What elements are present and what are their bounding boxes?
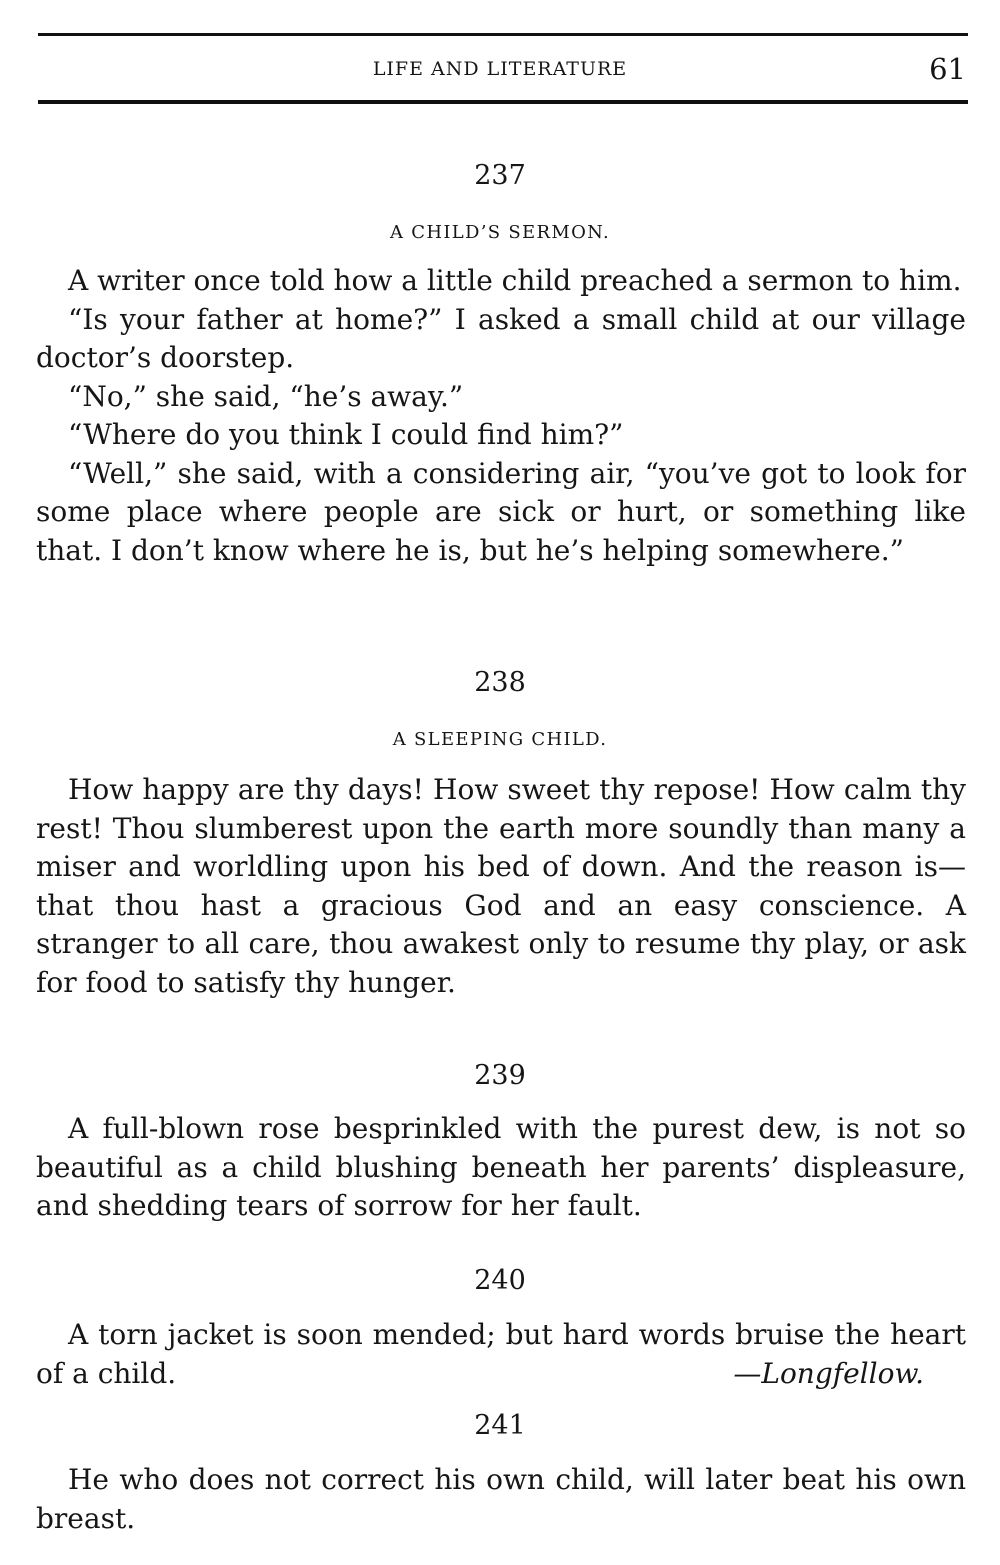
entry-number: 239: [474, 1060, 526, 1091]
paragraph: “Is your father at home?” I asked a small child at our village doctor’s doorstep.: [36, 302, 966, 374]
paragraph: He who does not correct his own child, will later beat his own breast.: [36, 1463, 966, 1535]
paragraph: [36, 1316, 966, 1393]
page-number: 61: [929, 52, 966, 86]
entry-number: 238: [474, 667, 526, 698]
paragraph: A writer once told how a little child preached a sermon to him.: [68, 264, 962, 297]
entry-body: [36, 1316, 966, 1393]
entry-number: 240: [474, 1265, 526, 1296]
paragraph: “No,” she said, “he’s away.”: [68, 379, 464, 413]
entry-title: A SLEEPING CHILD.: [392, 729, 608, 750]
running-head: LIFE AND LITERATURE: [372, 58, 628, 80]
paragraph: A full-blown rose besprinkled with the purest dew, is not so beautiful as a child blushing beneath her parents’ displeasure, and shedding tears of sorrow for her fault.: [36, 1112, 966, 1222]
entry-body: [36, 1110, 966, 1226]
entry-body: [36, 771, 966, 1002]
attribution: —Longfellow.: [733, 1356, 924, 1390]
entry-number: 237: [474, 160, 526, 191]
header-rule-top: [38, 33, 968, 36]
header-rule-bottom: [38, 100, 968, 104]
entry-number: 241: [474, 1410, 526, 1441]
paragraph: How happy are thy days! How sweet thy repose! How calm thy rest! Thou slumberest upon the earth more soundly than many a miser and worldling upon his bed of down. And the reason is—that thou hast a gracious God and an easy conscience. A stranger to all care, thou awakest only to resume thy play, or ask for food to satisfy thy hunger.: [36, 773, 966, 999]
entry-body: [36, 262, 966, 570]
entry-body: [36, 1461, 966, 1538]
paragraph: “Where do you think I could find him?”: [68, 418, 624, 451]
paragraph: “Well,” she said, with a considering air, “you’ve got to look for some place where people are sick or hurt, or something like that. I don’t know where he is, but he’s helping somewhere.”: [36, 456, 966, 567]
entry-title: A CHILD’S SERMON.: [389, 222, 611, 243]
paragraph-text: A torn jacket is soon mended; but hard words bruise the heart of a child.: [36, 1318, 966, 1390]
